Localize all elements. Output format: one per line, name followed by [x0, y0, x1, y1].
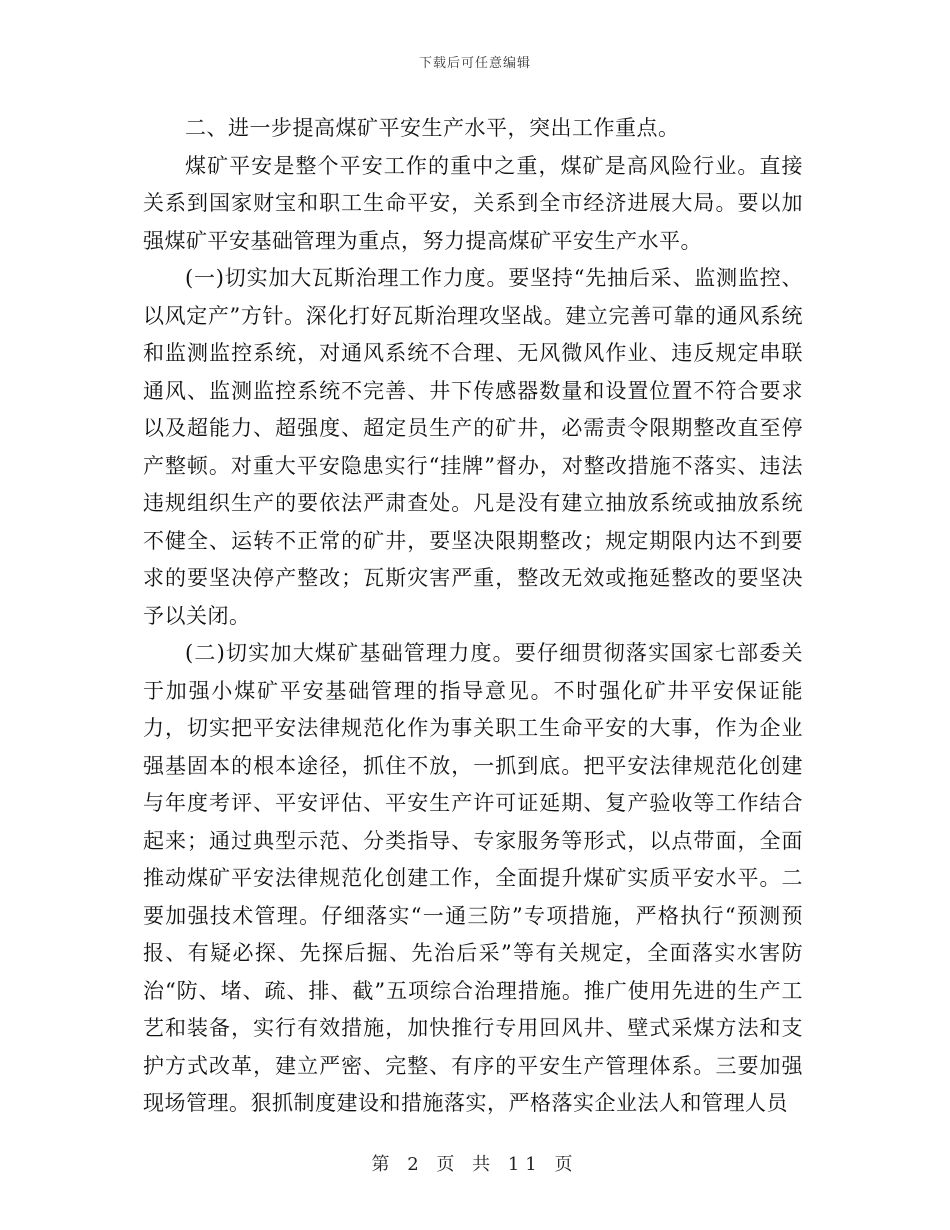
page-footer: 第 2 页 共 11 页	[371, 1154, 579, 1175]
paragraph-intro: 煤矿平安是整个平安工作的重中之重，煤矿是高风险行业。直接关系到国家财宝和职工生命平安，关系到全市经济进展大局。要以加强煤矿平安基础管理为重点，努力提高煤矿平安生产水平。	[143, 153, 803, 253]
section-heading: 二、进一步提高煤矿平安生产水平，突出工作重点。	[185, 116, 680, 140]
paragraph-basic-management: (二)切实加大煤矿基础管理力度。要仔细贯彻落实国家七部委关于加强小煤矿平安基础管理的指导意见。不时强化矿井平安保证能力，切实把平安法律规范化作为事关职工生命平安的大事，作为企业强基固本的根本途径，抓住不放，一抓到底。把平安法律规范化创建与年度考评、平安评估、平安生产许可证延期、复产验收等工作结合起来；通过典型示范、分类指导、专家服务等形式，以点带面，全面推动煤矿平安法律规范化创建工作，全面提升煤矿实质平安水平。二要加强技术管理。仔细落实“一通三防”专项措施，严格执行“预测预报、有疑必探、先探后掘、先治后采”等有关规定，全面落实水害防治“防、堵、疏、排、截”五项综合治理措施。推广使用先进的生产工艺和装备，实行有效措施，加快推行专用回风井、壁式采煤方法和支护方式改革，建立严密、完整、有序的平安生产管理体系。三要加强现场管理。狠抓制度建设和措施落实，严格落实企业法人和管理人员	[143, 641, 803, 1115]
paragraph-gas-control: (一)切实加大瓦斯治理工作力度。要坚持“先抽后采、监测监控、以风定产”方针。深化打好瓦斯治理攻坚战。建立完善可靠的通风系统和监测监控系统，对通风系统不合理、无风微风作业、违反规定串联通风、监测监控系统不完善、井下传感器数量和设置位置不符合要求以及超能力、超强度、超定员生产的矿井，必需责令限期整改直至停产整顿。对重大平安隐患实行“挂牌”督办，对整改措施不落实、违法违规组织生产的要依法严肃查处。凡是没有建立抽放系统或抽放系统不健全、运转不正常的矿井，要坚决限期整改；规定期限内达不到要求的要坚决停产整改；瓦斯灾害严重，整改无效或拖延整改的要坚决予以关闭。	[143, 266, 803, 628]
document-body	[143, 110, 803, 1123]
page-header: 下载后可任意编辑	[418, 56, 531, 71]
